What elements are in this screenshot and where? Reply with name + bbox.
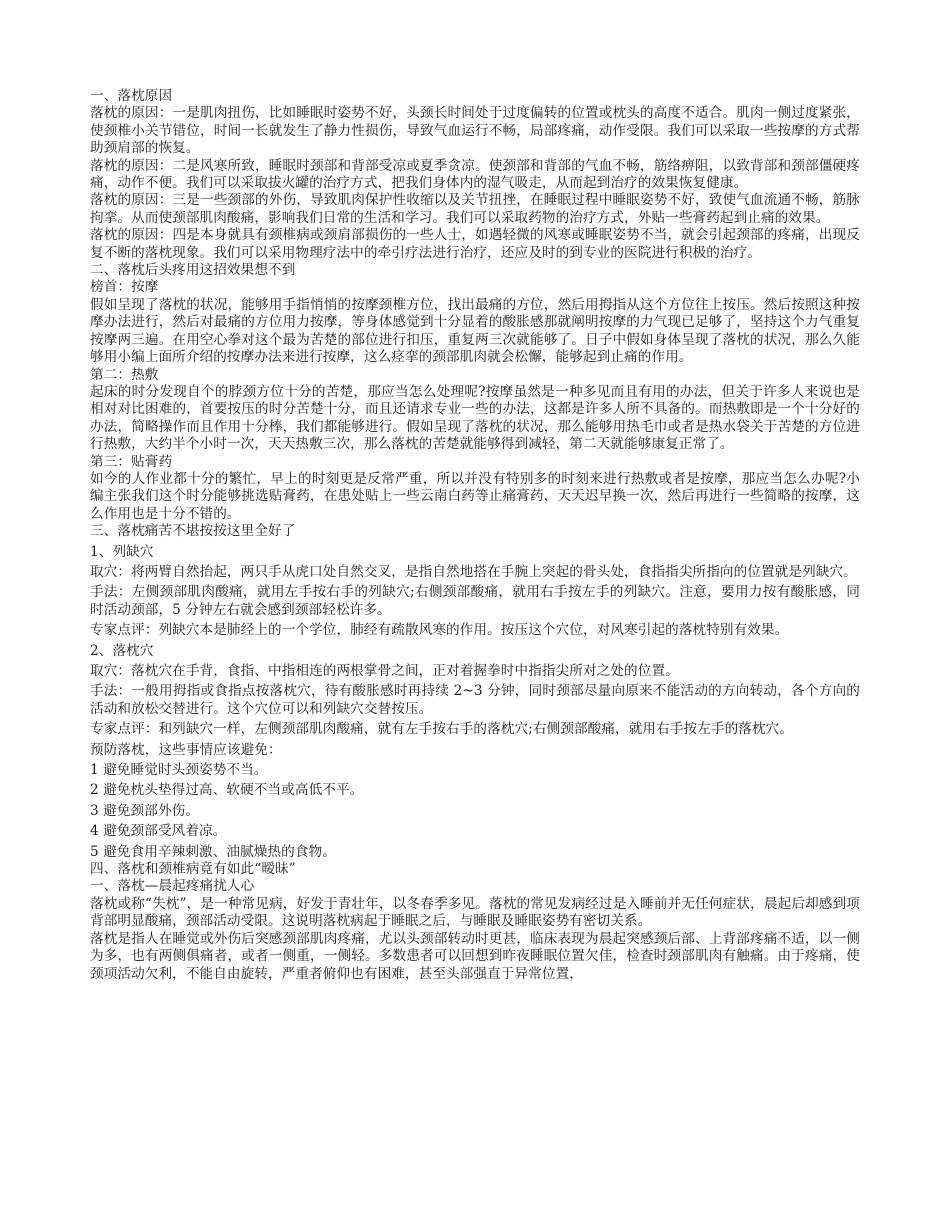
paragraph: 4 避免颈部受风着凉。 [90, 823, 227, 840]
paragraph: 四、落枕和颈椎病竟有如此“暧昧” [90, 861, 296, 878]
paragraph: 5 避免食用辛辣刺激、油腻燥热的食物。 [90, 843, 336, 860]
paragraph: 1、列缺穴 [90, 543, 154, 560]
paragraph: 预防落枕，这些事情应该避免： [90, 741, 282, 758]
paragraph: 落枕或称“失枕”，是一种常见病，好发于青壮年，以冬春季多见。落枕的常见发病经过是入睡前并无任何症状，晨起后却感到项背部明显酸痛，颈部活动受限。这说明落枕病起于睡眠之后，与睡眠及睡眠姿势有密切关系。 [90, 895, 860, 930]
paragraph: 取穴：落枕穴在手背，食指、中指相连的两根掌骨之间，正对着握拳时中指指尖所对之处的位置。 [90, 663, 679, 679]
paragraph: 假如呈现了落枕的状况，能够用手指悄悄的按摩颈椎方位，找出最痛的方位，然后用拇指从这个方位往上按压。然后按照这种按摩办法进行，然后对最痛的方位用力按摩，等身体感觉到十分显着的酸胀感那就阐明按摩的力气现已足够了，坚持这个力气重复按摩两三遍。在用空心拳对这个最为苦楚的部位进行扣压，重复两三次就能够了。日子中假如身体呈现了落枕的状况，那么久能够用小编上面所介绍的按摩办法来进行按摩，这么痉挛的颈部肌肉就会松懈，能够起到止痛的作用。 [90, 296, 860, 366]
paragraph: 手法：左侧颈部肌肉酸痛，就用左手按右手的列缺穴;右侧颈部酸痛，就用右手按左手的列缺穴。注意，要用力按有酸胀感，同时活动颈部，5 分钟左右就会感到颈部轻松许多。 [90, 584, 860, 618]
paragraph: 2 避免枕头垫得过高、软硬不当或高低不平。 [90, 782, 364, 799]
paragraph: 一、落枕原因 [90, 88, 173, 104]
paragraph: 第二：热敷 [90, 366, 159, 383]
paragraph: 专家点评：列缺穴本是肺经上的一个学位，肺经有疏散风寒的作用。按压这个穴位，对风寒引起的落枕特别有效果。 [90, 622, 789, 639]
paragraph: 取穴：将两臂自然抬起，两只手从虎口处自然交叉，是指自然地搭在手腕上突起的骨头处，食指指尖所指向的位置就是列缺穴。 [90, 563, 857, 580]
paragraph: 落枕的原因：一是肌肉扭伤，比如睡眠时姿势不好，头颈长时间处于过度偏转的位置或枕头的高度不适合。肌肉一侧过度紧张，使颈椎小关节错位，时间一长就发生了静力性损伤，导致气血运行不畅，局部疼痛，动作受限。我们可以采取一些按摩的方式帮助颈肩部的恢复。 [90, 105, 860, 157]
paragraph: 1 避免睡觉时头颈姿势不当。 [90, 762, 268, 779]
paragraph: 榜首：按摩 [90, 279, 159, 296]
paragraph: 专家点评：和列缺穴一样，左侧颈部肌肉酸痛，就有左手按右手的落枕穴;右侧颈部酸痛，就用右手按左手的落枕穴。 [90, 721, 794, 738]
document-body [90, 88, 860, 983]
paragraph: 落枕的原因：三是一些颈部的外伤，导致肌肉保护性收缩以及关节扭挫，在睡眠过程中睡眠姿势不好，致使气血流通不畅，筋脉拘挛。从而使颈部肌肉酸痛，影响我们日常的生活和学习。我们可以采取药物的治疗方式，外贴一些膏药起到止痛的效果。 [90, 192, 860, 226]
paragraph: 2、落枕穴 [90, 642, 154, 659]
paragraph: 第三：贴膏药 [90, 453, 173, 470]
paragraph: 一、落枕—晨起疼痛扰人心 [90, 878, 255, 895]
paragraph: 二、落枕后头疼用这招效果想不到 [90, 262, 296, 279]
paragraph: 起床的时分发现自个的脖颈方位十分的苦楚，那应当怎么处理呢?按摩虽然是一种多见而且有用的办法，但关于许多人来说也是相对对比困难的，首要按压的时分苦楚十分，而且还请求专业一些的办法，这都是许多人所不具备的。而热敷即是一个十分好的办法，简略操作而且作用十分棒，我们都能够进行。假如呈现了落枕的状况，那么能够用热毛巾或者是热水袋关于苦楚的方位进行热敷，大约半个小时一次，天天热敷三次，那么落枕的苦楚就能够得到减轻，第二天就能够康复正常了。 [90, 383, 860, 453]
paragraph: 落枕是指人在睡觉或外伤后突感颈部肌肉疼痛，尤以头颈部转动时更甚，临床表现为晨起突感颈后部、上背部疼痛不适，以一侧为多，也有两侧俱痛者，或者一侧重，一侧轻。多数患者可以回想到昨夜睡眠位置欠佳，检查时颈部肌肉有触痛。由于疼痛，使颈项活动欠利，不能自由旋转，严重者俯仰也有困难，甚至头部强直于异常位置， [90, 930, 860, 982]
paragraph: 手法：一般用拇指或食指点按落枕穴，待有酸胀感时再持续 2~3 分钟，同时颈部尽量向原来不能活动的方向转动，各个方向的活动和放松交替进行。这个穴位可以和列缺穴交替按压。 [90, 683, 860, 717]
paragraph: 落枕的原因：四是本身就具有颈椎病或颈肩部损伤的一些人士，如遇轻微的风寒或睡眠姿势不当，就会引起颈部的疼痛，出现反复不断的落枕现象。我们可以采用物理疗法中的牵引疗法进行治疗，还应及时的到专业的医院进行积极的治疗。 [90, 227, 860, 261]
paragraph: 如今的人作业都十分的繁忙，早上的时刻更是反常严重，所以并没有特别多的时刻来进行热敷或者是按摩，那应当怎么办呢?小编主张我们这个时分能够挑选贴膏药，在患处贴上一些云南白药等止痛膏药，天天迟早换一次，然后再进行一些简略的按摩，这么作用也是十分不错的。 [90, 470, 860, 522]
paragraph: 三、落枕痛苦不堪按按这里全好了 [90, 523, 296, 540]
paragraph: 落枕的原因：二是风寒所致，睡眠时颈部和背部受凉或夏季贪凉。使颈部和背部的气血不畅，筋络痹阻，以致背部和颈部僵硬疼痛，动作不便。我们可以采取拔火罐的治疗方式，把我们身体内的湿气吸走，从而起到治疗的效果恢复健康。 [90, 157, 860, 192]
paragraph: 3 避免颈部外伤。 [90, 802, 200, 819]
